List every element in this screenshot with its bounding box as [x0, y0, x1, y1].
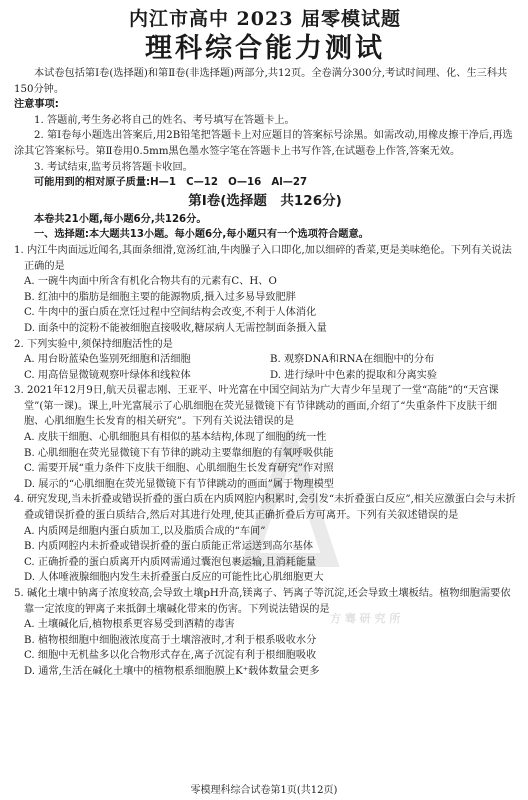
part1-heading: 第Ⅰ卷(选择题 共126分) [188, 192, 342, 209]
question-3-stem: 3. 2021年12月9日,航天员翟志刚、王亚平、叶光富在中国空间站为广大青少年呈现了一堂“高能”的“天宫课堂”(第一课)。课上,叶光富展示了心肌细胞在荧光显微镜下有节律跳动的画面,介绍了“失重条件下皮肤干细胞、心肌细胞生长发育的相关研究”。下列有关说法错误的是 [14, 385, 499, 428]
question-2-stem: 2. 下列实验中,须保持细胞活性的是 [14, 338, 173, 350]
question-5-option-b: B. 植物根细胞中细胞液浓度高于土壤溶液时,才利于根系吸收水分 [24, 634, 317, 646]
question-4-option-c: C. 正确折叠的蛋白质离开内质网需通过囊泡包裹运输,且消耗能量 [24, 556, 317, 568]
question-2-option-a: A. 用台盼蓝染色鉴别死细胞和活细胞 [24, 354, 191, 366]
question-2-options-row-2 [14, 368, 516, 384]
note-item-3: 3. 考试结束,监考员将答题卡收回。 [34, 161, 193, 173]
section-heading: 一、选择题:本大题共13小题。每小题6分,每小题只有一个选项符合题意。 [34, 229, 369, 241]
watermark-logo [230, 430, 350, 580]
exam-subject-title: 理科综合能力测试 [145, 33, 385, 64]
page-footer: 零模理科综合试卷第1页(共12页) [190, 785, 338, 796]
question-2-options-row-1 [14, 352, 516, 368]
question-1-option-b: B. 红油中的脂肪是细胞主要的能源物质,摄入过多易导致肥胖 [24, 291, 296, 303]
question-4-stem: 4. 研究发现,当未折叠或错误折叠的蛋白质在内质网腔内积累时,会引发“未折叠蛋白反应”,相关应激蛋白会与未折叠或错误折叠的蛋白质结合,然后对其进行处理,使其正确折叠后方可离开。下列有关叙述错误的是 [14, 494, 516, 522]
question-4-option-d: D. 人体唾液腺细胞内发生未折叠蛋白反应的可能性比心肌细胞更大 [24, 572, 324, 584]
question-3-option-a: A. 皮肤干细胞、心肌细胞具有相似的基本结构,体现了细胞的统一性 [24, 432, 327, 444]
question-3-option-c: C. 需要开展“重力条件下皮肤干细胞、心肌细胞生长发育研究”作对照 [24, 463, 334, 475]
part1-sub: 本卷共21小题,每小题6分,共126分。 [34, 213, 207, 225]
intro-text: 本试卷包括第Ⅰ卷(选择题)和第Ⅱ卷(非选择题)两部分,共12页。全卷满分300分,考试时间理、化、生三科共150分钟。 [14, 68, 508, 95]
question-5-option-c: C. 细胞中无机盐多以化合物形式存在,离子沉淀有利于根细胞吸收 [24, 650, 317, 662]
atomic-masses: 可能用到的相对原子质量:H—1 C—12 O—16 Al—27 [34, 177, 308, 189]
question-1-option-a: A. 一碗牛肉面中所含有机化合物共有的元素有C、H、O [24, 276, 277, 288]
notes-heading: 注意事项: [14, 99, 59, 111]
question-1-option-c: C. 牛肉中的蛋白质在烹饪过程中空间结构会改变,不利于人体消化 [24, 307, 317, 319]
question-3-option-d: D. 展示的“心肌细胞在荧光显微镜下有节律跳动的画面”属于物理模型 [24, 478, 334, 490]
question-2-option-d: D. 进行绿叶中色素的提取和分离实验 [270, 369, 438, 381]
question-5-option-a: A. 土壤碱化后,植物根系更容易受到酒精的毒害 [24, 619, 235, 631]
question-5-option-d: D. 通常,生活在碱化土壤中的植物根系细胞膜上K⁺载体数量会更多 [24, 665, 320, 677]
question-4-option-b: B. 内质网腔内未折叠或错误折叠的蛋白质能正常运送到高尔基体 [24, 541, 314, 553]
question-3-option-b: B. 心肌细胞在荧光显微镜下有节律的跳动主要靠细胞的有氧呼吸供能 [24, 447, 334, 459]
question-5-stem: 5. 碱化土壤中钠离子浓度较高,会导致土壤pH升高,镁离子、钙离子等沉淀,还会导致土壤板结。植物细胞需要依靠一定浓度的钾离子来抵御土壤碱化带来的伤害。下列说法错误的是 [14, 588, 511, 615]
question-1-stem: 1. 内江牛肉面远近闻名,其面条细滑,宽汤红油,牛肉臊子入口即化,加以细碎的香菜,更是美味绝伦。下列有关说法正确的是 [14, 244, 512, 272]
question-2-option-b: B. 观察DNA和RNA在细胞中的分布 [270, 354, 435, 366]
question-2-option-c: C. 用高倍显微镜观察叶绿体和线粒体 [24, 369, 191, 381]
exam-title: 内江市高中 2023 届零模试题 [128, 8, 402, 30]
watermark-text: 方 骞 研 究 所 [330, 612, 401, 625]
note-item-1: 1. 答题前,考生务必将自己的姓名、考号填写在答题卡上。 [34, 114, 295, 126]
question-4-option-a: A. 内质网是细胞内蛋白质加工,以及脂质合成的“车间” [24, 525, 266, 537]
note-item-2: 2. 第Ⅰ卷每小题选出答案后,用2B铅笔把答题卡上对应题目的答案标号涂黑。如需改动,用橡皮擦干净后,再选涂其它答案标号。第Ⅱ卷用0.5mm黑色墨水签字笔在答题卡上书写作答,在试题卷上作答,答案无效。 [14, 130, 513, 157]
question-1-option-d: D. 面条中的淀粉不能被细胞直接吸收,糖尿病人无需控制面条摄入量 [24, 322, 327, 334]
